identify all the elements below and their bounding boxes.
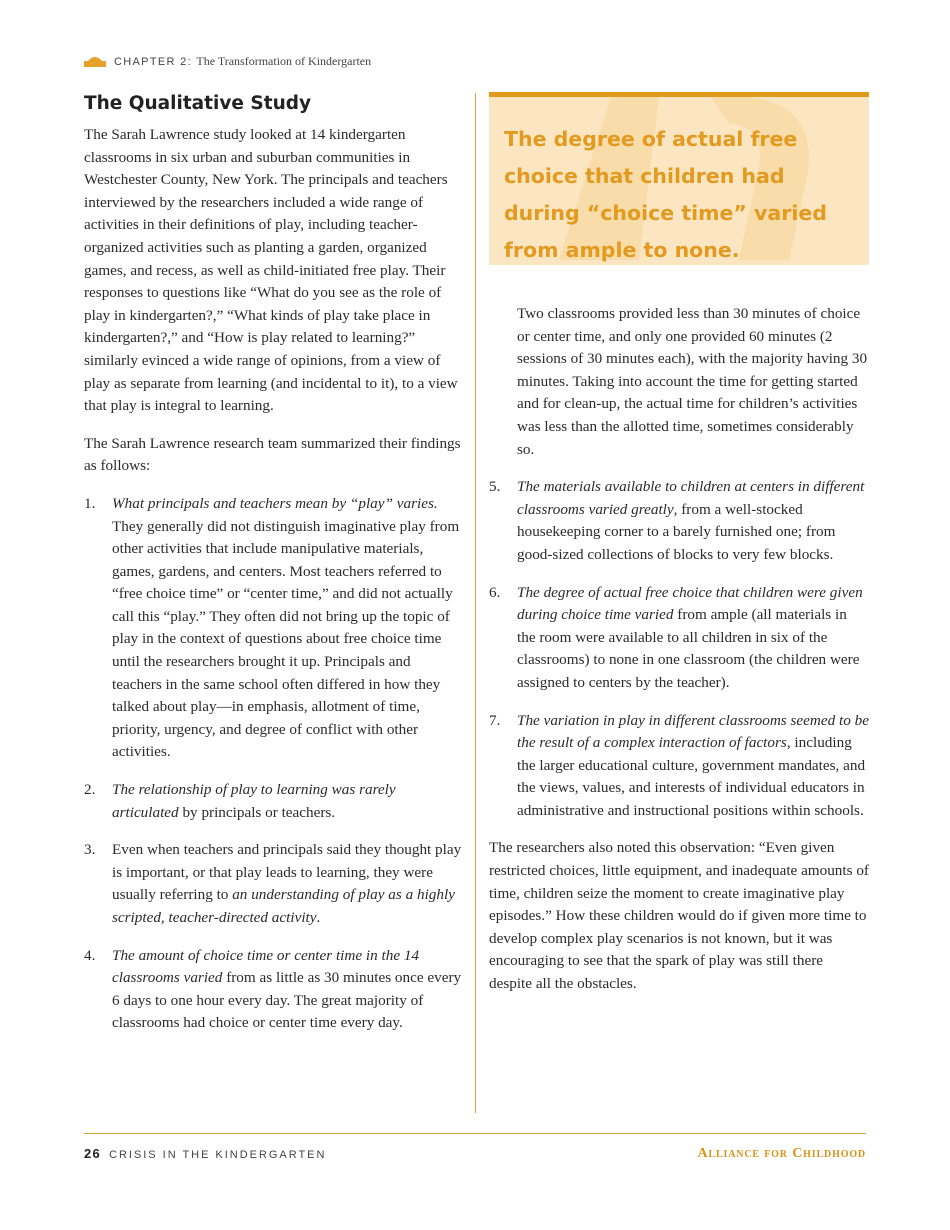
list-item	[84, 779, 464, 824]
item-italic: The degree of actual free choice that children were given during choice time varied	[517, 583, 863, 624]
item-italic: an understanding of play as a highly scripted, teacher-directed activity	[112, 886, 455, 926]
item-text: , including the larger educational culture, government mandates, and the views, values, and interests of individual educators in administrative and instructional positions within schools.	[517, 734, 866, 819]
item-number: 5.	[489, 478, 501, 496]
summary-intro-paragraph: The Sarah Lawrence research team summarized their findings as follows:	[84, 434, 461, 475]
item-italic: The materials available to children at centers in different classrooms varied greatly	[517, 478, 865, 518]
schoolhouse-icon	[84, 55, 106, 67]
continued-paragraph: Two classrooms provided less than 30 minutes of choice or center time, and only one provided 60 minutes (2 sessions of 30 minutes each), with the majority having 30 minutes. Taking into account the time for getting started and for clean-up, the actual time for children’s activities was less than the allotted time, sometimes considerably so.	[517, 305, 868, 458]
item-text: from ample (all materials in the room were available to all children in six of the classrooms) to none in one classroom (the children were assigned to centers by the teacher).	[517, 606, 860, 691]
list-item	[84, 493, 464, 764]
item-italic: The variation in play in different classrooms seemed to be the result of a complex interaction of factors	[517, 711, 869, 752]
right-column	[489, 92, 869, 1011]
list-item	[84, 839, 464, 929]
item-text: Even when teachers and principals said they thought play is important, or that play leads to learning, they were usually referring to	[112, 841, 462, 904]
chapter-header	[84, 52, 371, 70]
intro-paragraph: The Sarah Lawrence study looked at 14 kindergarten classrooms in six urban and suburban communities in Westchester County, New York. The principals and teachers interviewed by the researchers included a wide range of activities in their definitions of play, including teacher-organized activities such as planting a garden, organized games, and recess, as well as child-initiated free play. Their responses to questions like “What do you see as the role of play in kindergarten?,” “What kinds of play take place in kindergarten?,” and “How is play related to learning?” similarly evinced a wide range of opinions, from a view of play as separate from learning (and incidental to it), to a view that play is integral to learning.	[84, 126, 458, 415]
footer-left	[84, 1146, 326, 1161]
left-column	[84, 92, 464, 1050]
section-title: The Qualitative Study	[84, 93, 312, 114]
chapter-title: The Transformation of Kindergarten	[196, 53, 372, 68]
item-number: 1.	[84, 494, 96, 512]
item-text: .	[316, 909, 321, 926]
column-divider	[475, 93, 476, 1113]
list-item	[489, 476, 869, 566]
item-text: from as little as 30 minutes once every 6 days to one hour every day. The great majority of classrooms had choice or center time every day.	[112, 969, 462, 1032]
item-number: 2.	[84, 781, 96, 799]
findings-list-right	[489, 476, 869, 822]
footer-rule	[84, 1133, 866, 1134]
item-italic: The relationship of play to learning was rarely articulated	[112, 781, 396, 821]
list-item	[489, 710, 869, 823]
findings-list-left	[84, 493, 464, 1035]
pull-quote-text: The degree of actual free choice that children had during “choice time” varied from ample to none.	[504, 127, 827, 262]
pull-quote	[489, 92, 869, 265]
item-number: 6.	[489, 583, 501, 601]
closing-paragraph: The researchers also noted this observation: “Even given restricted choices, little equipment, and inadequate amounts of time, children seize the moment to create imaginative play episodes.” How these children would do if given more time to develop complex play scenarios is not known, but it was encouraging to see that the spark of play was still there despite all the obstacles.	[489, 839, 869, 993]
item-number: 4.	[84, 946, 96, 964]
chapter-label: CHAPTER 2:	[114, 55, 192, 68]
item-text: by principals or teachers.	[178, 803, 336, 821]
list-item	[489, 582, 869, 695]
item-italic: The amount of choice time or center time in the 14 classrooms varied	[112, 946, 420, 987]
list-item	[84, 945, 464, 1035]
footer-org: Alliance for Childhood	[697, 1146, 866, 1161]
book-title: CRISIS IN THE KINDERGARTEN	[109, 1149, 327, 1161]
item-number: 7.	[489, 711, 501, 729]
item-text: They generally did not distinguish imaginative play from other activities that include manipulative materials, games, gardens, and centers. Most teachers referred to “free choice time” or “center time,” and did not actually call this “play.” They often did not bring up the topic of play in the context of questions about free choice time until the researchers brought it up. Principals and teachers in the same school often differed in how they talked about play—in emphasis, allotment of time, priority, urgency, and degree of conflict with other activities.	[112, 517, 460, 761]
page-number: 26	[84, 1146, 102, 1161]
item-italic: What principals and teachers mean by “play” varies.	[112, 494, 438, 512]
item-number: 3.	[84, 841, 96, 859]
item-text: , from a well-stocked housekeeping corner to a barely furnished one; from good-sized collections of blocks to very few blocks.	[517, 500, 836, 563]
